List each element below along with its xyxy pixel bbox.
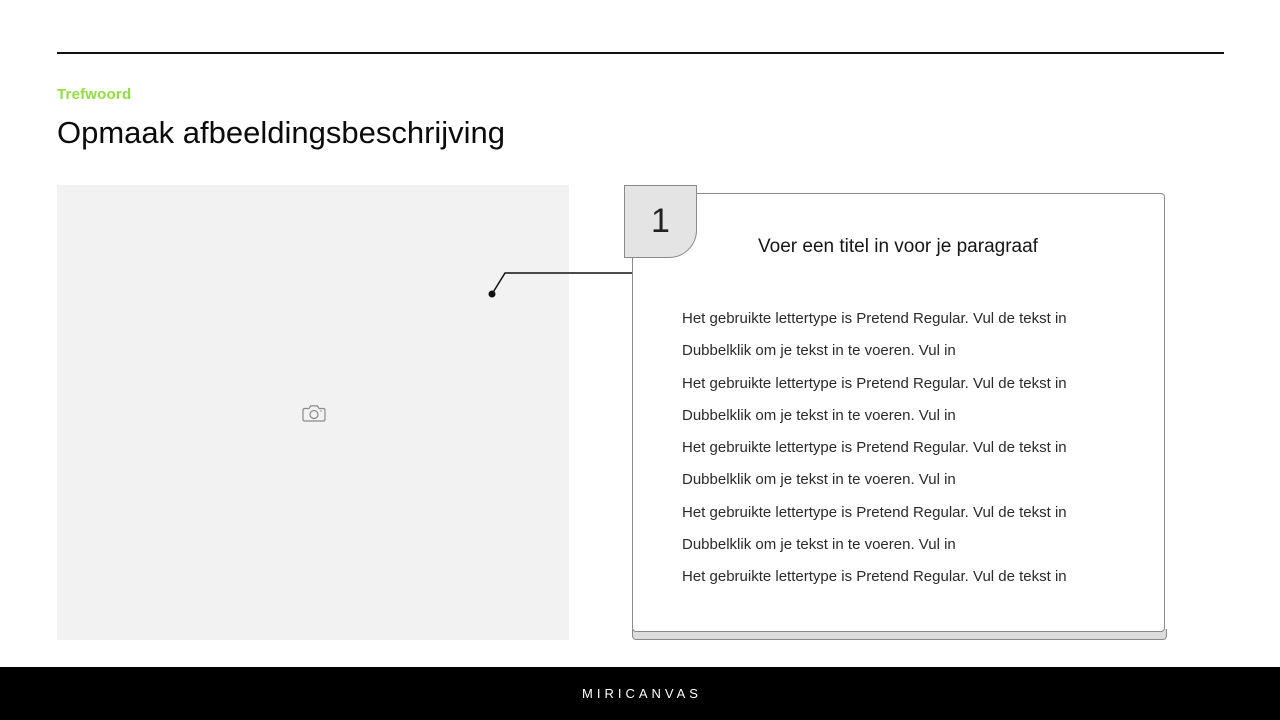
card-line[interactable]: Dubbelklik om je tekst in te voeren. Vul in [682,342,956,360]
card-line[interactable]: Dubbelklik om je tekst in te voeren. Vul in [682,471,956,489]
card-title[interactable]: Voer een titel in voor je paragraaf [758,236,1038,257]
card-line[interactable]: Het gebruikte lettertype is Pretend Regular. Vul de tekst in [682,568,1067,586]
footer-bar [0,667,1280,720]
top-divider [57,52,1224,54]
image-placeholder[interactable] [57,185,569,640]
card-line[interactable]: Het gebruikte lettertype is Pretend Regular. Vul de tekst in [682,310,1067,327]
card-line[interactable]: Het gebruikte lettertype is Pretend Regular. Vul de tekst in [682,374,1067,392]
card-line[interactable]: Dubbelklik om je tekst in te voeren. Vul in [682,406,956,424]
camera-icon[interactable] [302,403,326,423]
keyword-label: Trefwoord [57,86,132,103]
card-line[interactable]: Het gebruikte lettertype is Pretend Regular. Vul de tekst in [682,439,1067,457]
card-body [682,308,1122,599]
card-line[interactable]: Dubbelklik om je tekst in te voeren. Vul in [682,536,956,554]
footer-brand: MIRICANVAS [582,686,702,701]
card-number-badge: 1 [624,185,697,258]
page-title: Opmaak afbeeldingsbeschrijving [57,115,506,150]
card-line[interactable]: Het gebruikte lettertype is Pretend Regular. Vul de tekst in [682,503,1067,521]
